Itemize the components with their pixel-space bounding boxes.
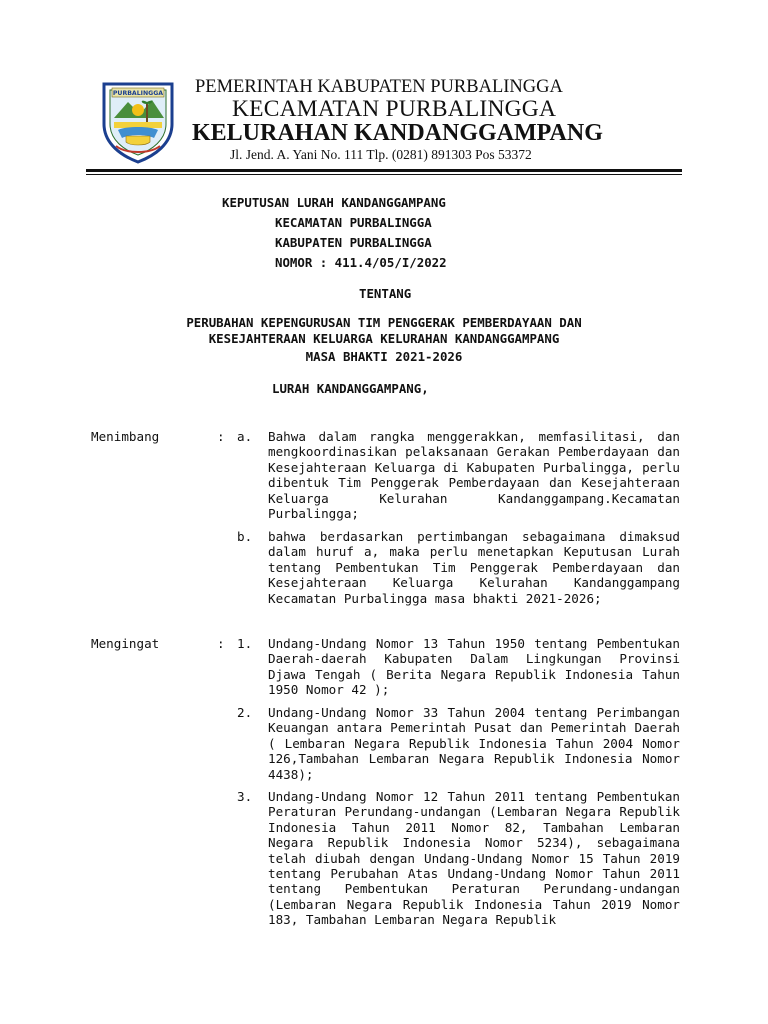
letterhead-divider-thin — [86, 174, 682, 175]
svg-text:PURBALINGGA: PURBALINGGA — [112, 90, 164, 97]
decree-number: NOMOR : 411.4/05/I/2022 — [275, 255, 447, 270]
tentang-label: TENTANG — [359, 286, 412, 301]
mengingat-label: Mengingat — [91, 636, 160, 651]
letterhead-divider-thick — [86, 169, 682, 172]
mengingat-item-marker: 1. — [237, 636, 253, 651]
menimbang-item-marker: a. — [237, 429, 253, 444]
mengingat-item-marker: 2. — [237, 705, 253, 720]
subject-line-3: MASA BHAKTI 2021-2026 — [305, 349, 463, 364]
menimbang-item-text: Bahwa dalam rangka menggerakkan, memfasilitasi, dan mengkoordinasikan pelaksanaan Gerakan Pemberdayaan dan Kesejahteraan Keluarga di Kabupaten Purbalingga, perlu dibentuk Tim Penggerak Pemberdayaan dan Kesejahteraan Keluarga Kelurahan Kandanggampang.Kecamatan Purbalingga; — [268, 429, 680, 522]
coat-of-arms-logo — [96, 80, 180, 164]
subject-line-2: KESEJAHTERAAN KELUARGA KELURAHAN KANDANGGAMPANG — [208, 331, 560, 346]
letterhead-government: PEMERINTAH KABUPATEN PURBALINGGA — [195, 77, 563, 97]
menimbang-colon: : — [217, 429, 225, 444]
letterhead-address: Jl. Jend. A. Yani No. 111 Tlp. (0281) 891303 Pos 53372 — [230, 147, 532, 162]
decree-district: KECAMATAN PURBALINGGA — [275, 215, 432, 230]
decree-regency: KABUPATEN PURBALINGGA — [275, 235, 432, 250]
mengingat-item-marker: 3. — [237, 789, 253, 804]
mengingat-colon: : — [217, 636, 225, 651]
letterhead-district: KECAMATAN PURBALINGGA — [232, 96, 557, 122]
official-title: LURAH KANDANGGAMPANG, — [272, 381, 429, 396]
menimbang-item-marker: b. — [237, 529, 253, 544]
menimbang-label: Menimbang — [91, 429, 160, 444]
letterhead-village: KELURAHAN KANDANGGAMPANG — [192, 120, 603, 146]
decree-title: KEPUTUSAN LURAH KANDANGGAMPANG — [222, 195, 446, 210]
mengingat-item-text: Undang-Undang Nomor 12 Tahun 2011 tentang Pembentukan Peraturan Perundang-undangan (Lembaran Negara Republik Indonesia Tahun 2011 Nomor 82, Tambahan Lembaran Negara Republik Indonesia Nomor 5234), sebagaimana telah diubah dengan Undang-Undang Nomor 15 Tahun 2019 tentang Perubahan Atas Undang-Undang Nomor Tahun 2011 tentang Pembentukan Peraturan Perundang-undangan (Lembaran Negara Republik Indonesia Tahun 2019 Nomor 183, Tambahan Lembaran Negara Republik — [268, 789, 680, 928]
mengingat-item-text: Undang-Undang Nomor 33 Tahun 2004 tentang Perimbangan Keuangan antara Pemerintah Pusat dan Pemerintah Daerah ( Lembaran Negara Republik Indonesia Tahun 2004 Nomor 126,Tambahan Lembaran Negara Republik Indonesia Nomor 4438); — [268, 705, 680, 782]
menimbang-item-text: bahwa berdasarkan pertimbangan sebagaimana dimaksud dalam huruf a, maka perlu menetapkan Keputusan Lurah tentang Pembentukan Tim Penggerak Pemberdayaan dan Kesejahteraan Keluarga Kelurahan Kandanggampang Kecamatan Purbalingga masa bhakti 2021-2026; — [268, 529, 680, 606]
mengingat-item-text: Undang-Undang Nomor 13 Tahun 1950 tentang Pembentukan Daerah-daerah Kabupaten Dalam Lingkungan Provinsi Djawa Tengah ( Berita Negara Republik Indonesia Tahun 1950 Nomor 42 ); — [268, 636, 680, 698]
subject-line-1: PERUBAHAN KEPENGURUSAN TIM PENGGERAK PEMBERDAYAAN DAN — [186, 315, 582, 330]
